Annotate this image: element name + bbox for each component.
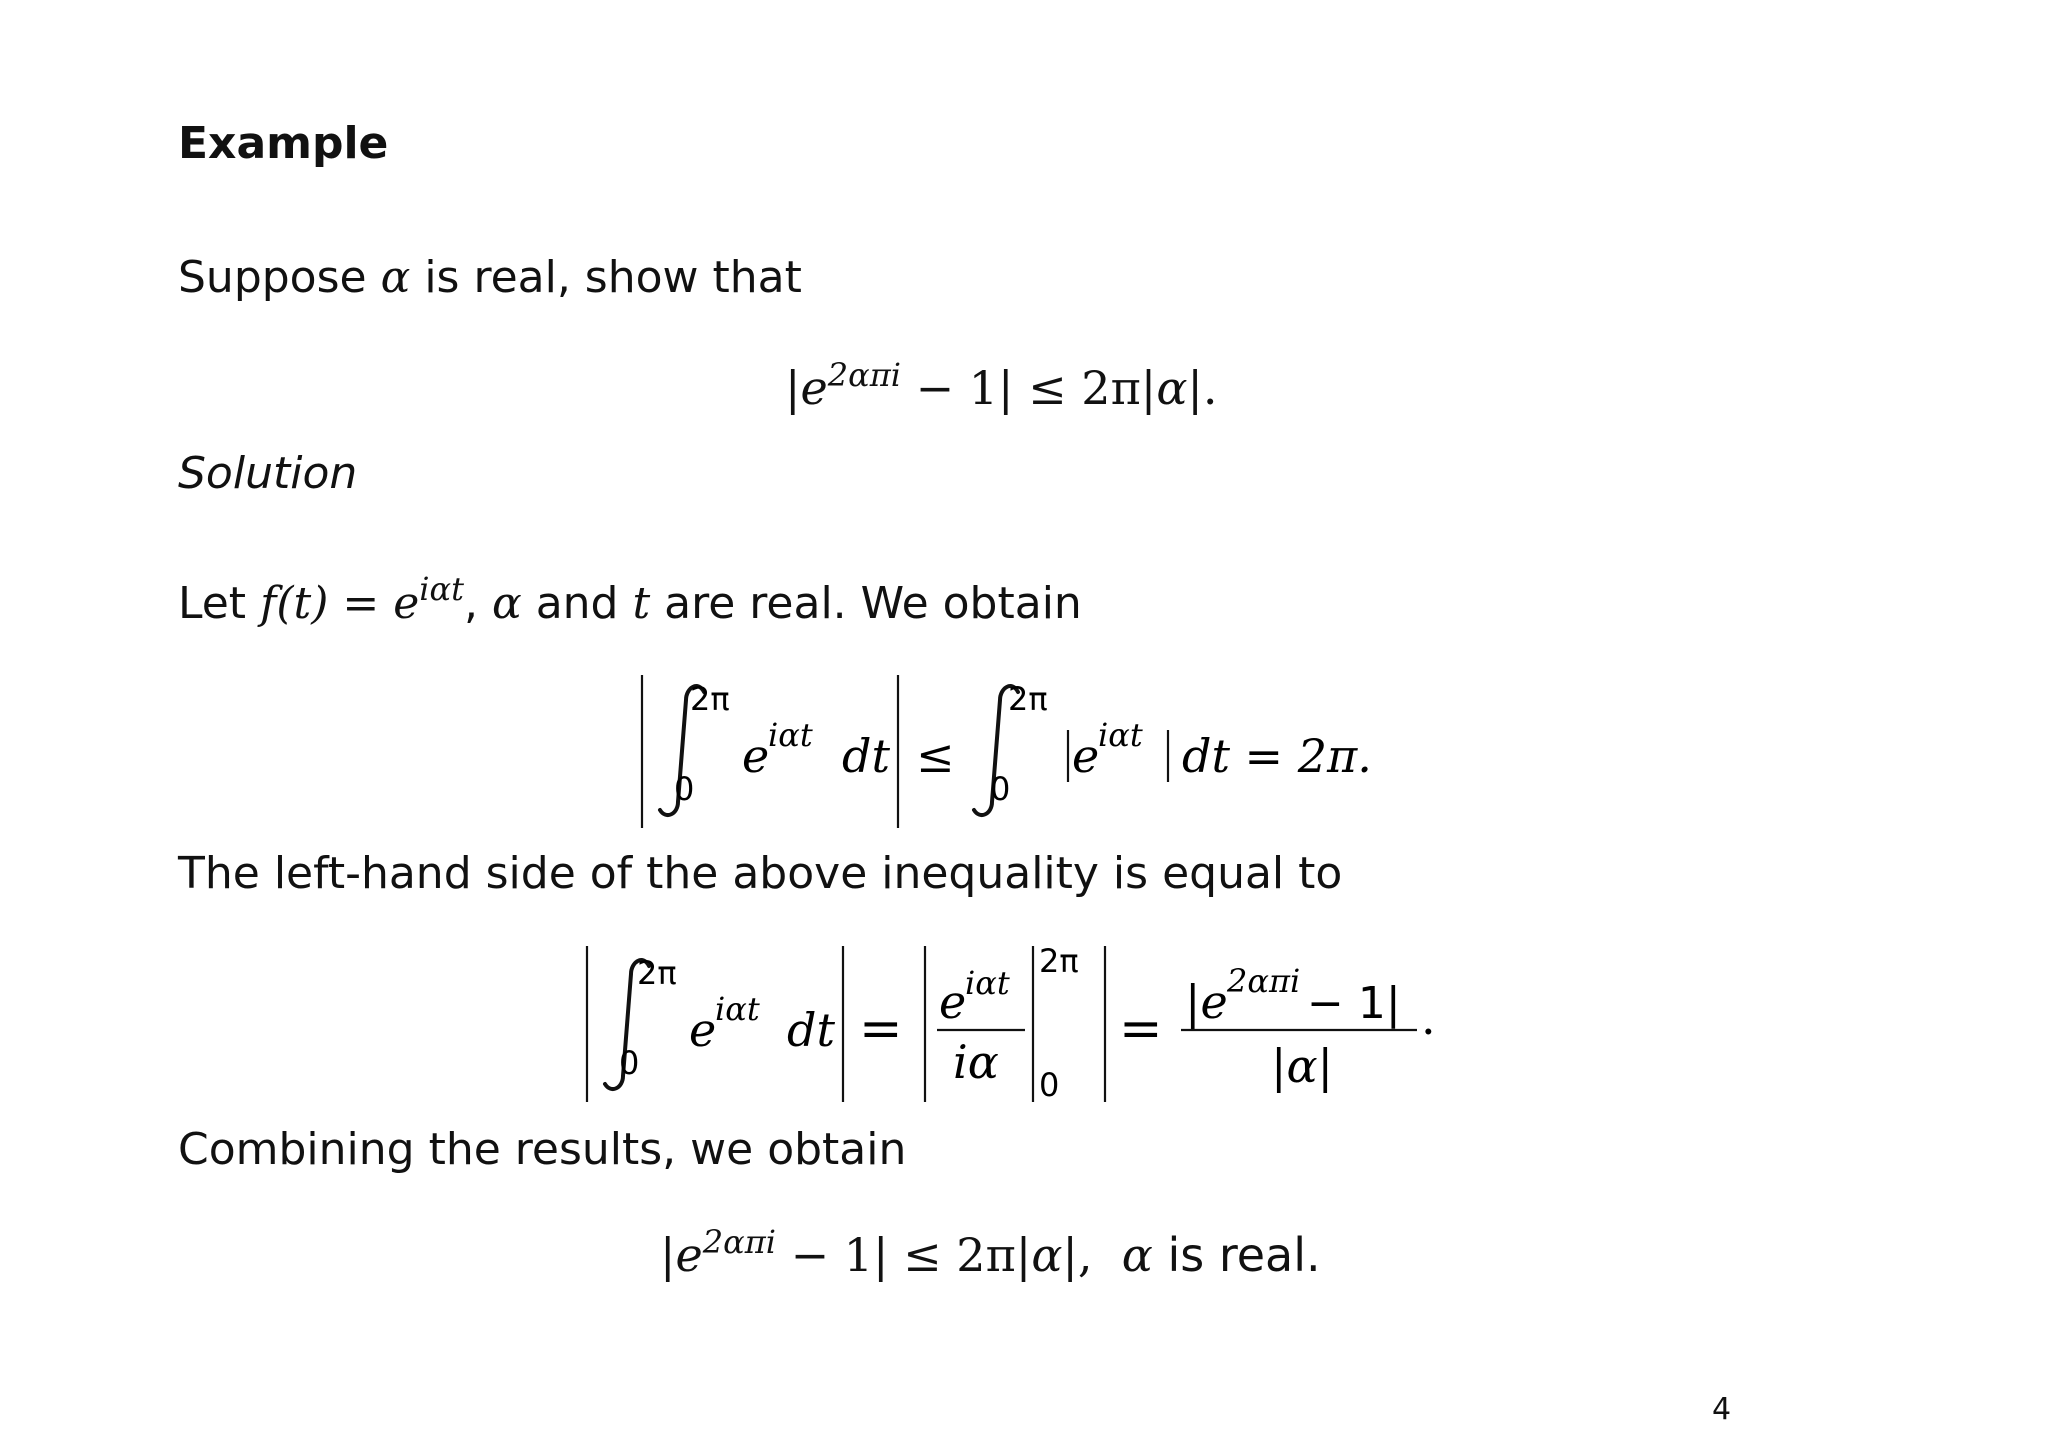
conclusion-rhs-tail: |, [1062, 1228, 1093, 1282]
conclusion-equation [660, 1223, 1321, 1282]
eval-dt: dt [787, 1003, 835, 1057]
step1-t: t [632, 578, 651, 629]
step1-comma: , [463, 578, 478, 629]
equals-2: = [1119, 999, 1163, 1059]
rhs-tail: dt = 2π. [1182, 729, 1372, 783]
conclusion-rest: is real. [1167, 1228, 1321, 1282]
problem-statement [178, 252, 802, 303]
conclusion-exponent: 2απi [702, 1223, 776, 1261]
result-den: |α| [1271, 1039, 1334, 1093]
integral-lower: 0 [674, 770, 695, 808]
exp-base: e [800, 361, 828, 415]
integral-inequality [620, 660, 1420, 840]
eval-upper: 2π [1039, 942, 1079, 980]
step1-alpha: α [491, 578, 522, 629]
step3-text: Combining the results, we obtain [178, 1124, 907, 1175]
equals-1: = [859, 999, 903, 1059]
eval-lower: 0 [1039, 1066, 1060, 1104]
integrand-dt: dt [842, 729, 890, 783]
solution-label: Solution [178, 448, 358, 499]
eval-integral-upper: 2π [637, 954, 677, 992]
result-period: . [1421, 991, 1436, 1045]
conclusion-base: e [675, 1228, 703, 1282]
integral2-lower: 0 [990, 770, 1011, 808]
problem-alpha: α [380, 252, 411, 303]
rhs-tail: |. [1187, 361, 1218, 415]
step2-text: The left-hand side of the above inequality is equal to [178, 848, 1343, 899]
problem-rest: is real, show that [424, 252, 802, 303]
step1-fn: f [260, 578, 277, 629]
conclusion-alpha: α [1031, 1228, 1063, 1282]
integrand-base: e [742, 729, 770, 783]
step1-text [178, 570, 1082, 629]
integral-upper: 2π [690, 680, 730, 718]
eval-integrand-base: e [689, 1003, 717, 1057]
step1-base: e [393, 578, 420, 629]
step1-arg: (t) [276, 578, 329, 629]
step1-rest: are real. We obtain [664, 578, 1082, 629]
step1-and: and [535, 578, 619, 629]
problem-lead: Suppose [178, 252, 367, 303]
exponent: 2απi [827, 356, 901, 394]
conclusion-var: α [1121, 1228, 1153, 1282]
result-num-exponent: 2απi [1227, 962, 1301, 1000]
page-number: 4 [1712, 1392, 1732, 1427]
eval-integral-lower: 0 [619, 1044, 640, 1082]
step1-exponent: iαt [419, 570, 464, 608]
step1-equals: = [328, 578, 394, 629]
integrand2-exponent: iαt [1098, 716, 1143, 754]
slide-title: Example [178, 118, 389, 169]
integrand2-base: e [1072, 729, 1100, 783]
alpha: α [1156, 361, 1188, 415]
frac-den: iα [953, 1035, 999, 1089]
conclusion-abs-open: | [660, 1228, 676, 1282]
integrand-exponent: iαt [768, 716, 813, 754]
frac-num-base: e [939, 975, 967, 1029]
problem-equation [785, 356, 1218, 415]
result-num-tail: − 1| [1307, 978, 1401, 1029]
conclusion-lhs-tail: − 1| ≤ 2π| [775, 1228, 1032, 1282]
integral-evaluation [565, 930, 1465, 1120]
eval-integrand-exponent: iαt [715, 990, 760, 1028]
leq-sign: ≤ [916, 729, 955, 783]
lhs-tail: − 1| ≤ 2π| [900, 361, 1157, 415]
integral2-upper: 2π [1008, 680, 1048, 718]
abs-open: | [785, 361, 801, 415]
result-num: |e [1185, 975, 1228, 1029]
step1-lead: Let [178, 578, 247, 629]
frac-num-exponent: iαt [965, 964, 1010, 1002]
